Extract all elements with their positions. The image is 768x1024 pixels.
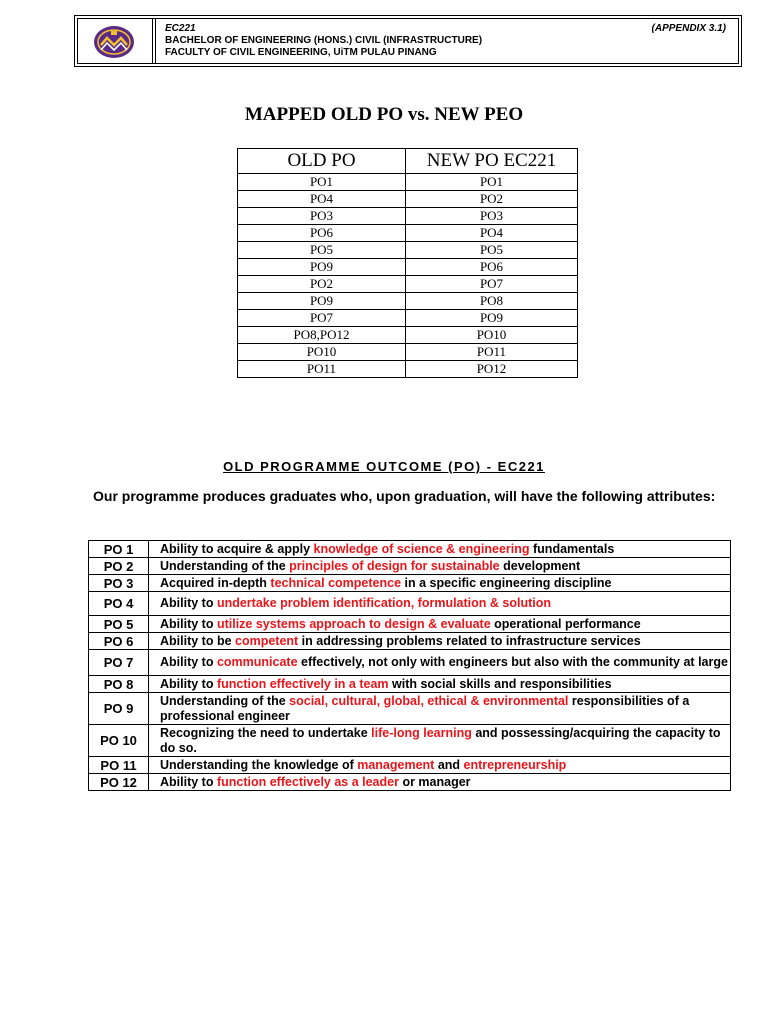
- old-po-cell: PO6: [238, 225, 406, 242]
- old-po-cell: PO9: [238, 259, 406, 276]
- po-text: effectively, not only with engineers but also with the community at large: [297, 655, 728, 669]
- po-text: and possessing/acquiring the capacity to do so.: [160, 725, 721, 755]
- old-po-cell: PO7: [238, 310, 406, 327]
- po-description: [149, 541, 731, 558]
- po-row: [89, 633, 731, 650]
- po-keyword: function effectively as a leader: [216, 774, 399, 789]
- po-keyword: competent: [235, 633, 299, 648]
- new-po-cell: PO8: [406, 293, 578, 310]
- header-text: [165, 23, 482, 59]
- po-text: Ability to acquire & apply: [160, 541, 314, 556]
- po-keyword: management: [357, 757, 435, 772]
- po-row: [89, 616, 731, 633]
- po-code: PO 2: [89, 558, 149, 575]
- po-description: [149, 774, 731, 791]
- po-text: in a specific engineering discipline: [401, 575, 612, 590]
- po-description: [149, 592, 731, 616]
- po-description: [149, 558, 731, 575]
- po-text: Ability to: [160, 596, 217, 610]
- new-po-cell: PO2: [406, 191, 578, 208]
- mapping-row: [238, 174, 578, 191]
- old-po-cell: PO10: [238, 344, 406, 361]
- po-keyword: knowledge of science & engineering: [313, 541, 530, 556]
- po-text: Ability to: [160, 655, 217, 669]
- old-po-cell: PO8,PO12: [238, 327, 406, 344]
- programme-code: EC221: [165, 23, 196, 34]
- po-code: PO 11: [89, 757, 149, 774]
- mapping-table: [237, 148, 578, 378]
- po-description: [149, 757, 731, 774]
- new-po-cell: PO5: [406, 242, 578, 259]
- mapping-row: [238, 259, 578, 276]
- po-keyword: utilize systems approach to design & evaluate: [216, 616, 491, 631]
- po-text: Understanding of the: [160, 558, 290, 573]
- po-row: [89, 558, 731, 575]
- mapping-row: [238, 276, 578, 293]
- university-logo: [93, 25, 135, 59]
- po-description: [149, 725, 731, 757]
- po-code: PO 9: [89, 693, 149, 725]
- mapping-row: [238, 327, 578, 344]
- mapping-row: [238, 225, 578, 242]
- po-code: PO 7: [89, 650, 149, 676]
- new-po-cell: PO12: [406, 361, 578, 378]
- new-po-cell: PO11: [406, 344, 578, 361]
- po-code: PO 4: [89, 592, 149, 616]
- new-po-cell: PO7: [406, 276, 578, 293]
- po-text: responsibilities of a professional engineer: [160, 693, 690, 723]
- po-description: [149, 676, 731, 693]
- po-keyword: life-long learning: [371, 725, 472, 740]
- page-title: MAPPED OLD PO vs. NEW PEO: [244, 104, 524, 125]
- po-code: PO 12: [89, 774, 149, 791]
- logo-cell: [78, 19, 153, 63]
- old-po-cell: PO3: [238, 208, 406, 225]
- section-title: OLD PROGRAMME OUTCOME (PO) - EC221: [223, 459, 545, 474]
- po-code: PO 1: [89, 541, 149, 558]
- po-code: PO 5: [89, 616, 149, 633]
- po-text: or manager: [398, 774, 471, 789]
- new-po-cell: PO9: [406, 310, 578, 327]
- new-po-cell: PO6: [406, 259, 578, 276]
- po-text: operational performance: [490, 616, 641, 631]
- programme-name: BACHELOR OF ENGINEERING (HONS.) CIVIL (INFRASTRUCTURE): [165, 35, 483, 46]
- po-text: and: [434, 757, 464, 772]
- po-keyword: principles of design for sustainable: [289, 558, 500, 573]
- po-code: PO 8: [89, 676, 149, 693]
- po-row: [89, 693, 731, 725]
- po-description: [149, 633, 731, 650]
- po-description: [149, 693, 731, 725]
- mapping-row: [238, 242, 578, 259]
- po-code: PO 10: [89, 725, 149, 757]
- intro-paragraph: Our programme produces graduates who, upon graduation, will have the following attributes:: [93, 488, 716, 504]
- po-text: Ability to: [160, 774, 217, 789]
- po-text: Understanding of the: [160, 693, 290, 708]
- faculty-name: FACULTY OF CIVIL ENGINEERING, UiTM PULAU PINANG: [165, 47, 437, 58]
- new-po-cell: PO1: [406, 174, 578, 191]
- old-po-cell: PO11: [238, 361, 406, 378]
- po-keyword: undertake problem identification, formulation & solution: [216, 596, 551, 610]
- appendix-label: (APPENDIX 3.1): [651, 23, 726, 34]
- po-text: with social skills and responsibilities: [388, 676, 612, 691]
- new-po-cell: PO3: [406, 208, 578, 225]
- mapping-row: [238, 361, 578, 378]
- po-text: Understanding the knowledge of: [160, 757, 358, 772]
- old-po-cell: PO9: [238, 293, 406, 310]
- old-po-cell: PO2: [238, 276, 406, 293]
- po-text: Ability to be: [160, 633, 235, 648]
- po-row: [89, 592, 731, 616]
- new-po-cell: PO10: [406, 327, 578, 344]
- po-text: development: [499, 558, 581, 573]
- po-text: Acquired in-depth: [160, 575, 271, 590]
- po-text: Ability to: [160, 616, 217, 631]
- po-code: PO 3: [89, 575, 149, 592]
- po-row: [89, 725, 731, 757]
- mapping-row: [238, 293, 578, 310]
- po-text: fundamentals: [529, 541, 615, 556]
- document-header: [74, 15, 742, 67]
- po-row: [89, 650, 731, 676]
- po-keyword: function effectively in a team: [216, 676, 389, 691]
- mapping-row: [238, 310, 578, 327]
- old-po-cell: PO5: [238, 242, 406, 259]
- mapping-header-new: NEW PO EC221: [406, 149, 578, 174]
- po-row: [89, 774, 731, 791]
- po-keyword: social, cultural, global, ethical & environmental: [289, 693, 569, 708]
- mapping-row: [238, 208, 578, 225]
- po-table: [88, 540, 731, 791]
- old-po-cell: PO4: [238, 191, 406, 208]
- mapping-row: [238, 344, 578, 361]
- new-po-cell: PO4: [406, 225, 578, 242]
- po-text: Recognizing the need to undertake: [160, 725, 372, 740]
- po-keyword: technical competence: [270, 575, 402, 590]
- po-description: [149, 575, 731, 592]
- po-row: [89, 676, 731, 693]
- po-code: PO 6: [89, 633, 149, 650]
- mapping-header-old: OLD PO: [238, 149, 406, 174]
- po-keyword: communicate: [216, 655, 298, 669]
- mapping-row: [238, 191, 578, 208]
- po-description: [149, 616, 731, 633]
- po-row: [89, 757, 731, 774]
- po-text: in addressing problems related to infrastructure services: [298, 633, 641, 648]
- po-row: [89, 575, 731, 592]
- po-text: Ability to: [160, 676, 217, 691]
- po-row: [89, 541, 731, 558]
- old-po-cell: PO1: [238, 174, 406, 191]
- po-keyword: entrepreneurship: [463, 757, 567, 772]
- po-description: [149, 650, 731, 676]
